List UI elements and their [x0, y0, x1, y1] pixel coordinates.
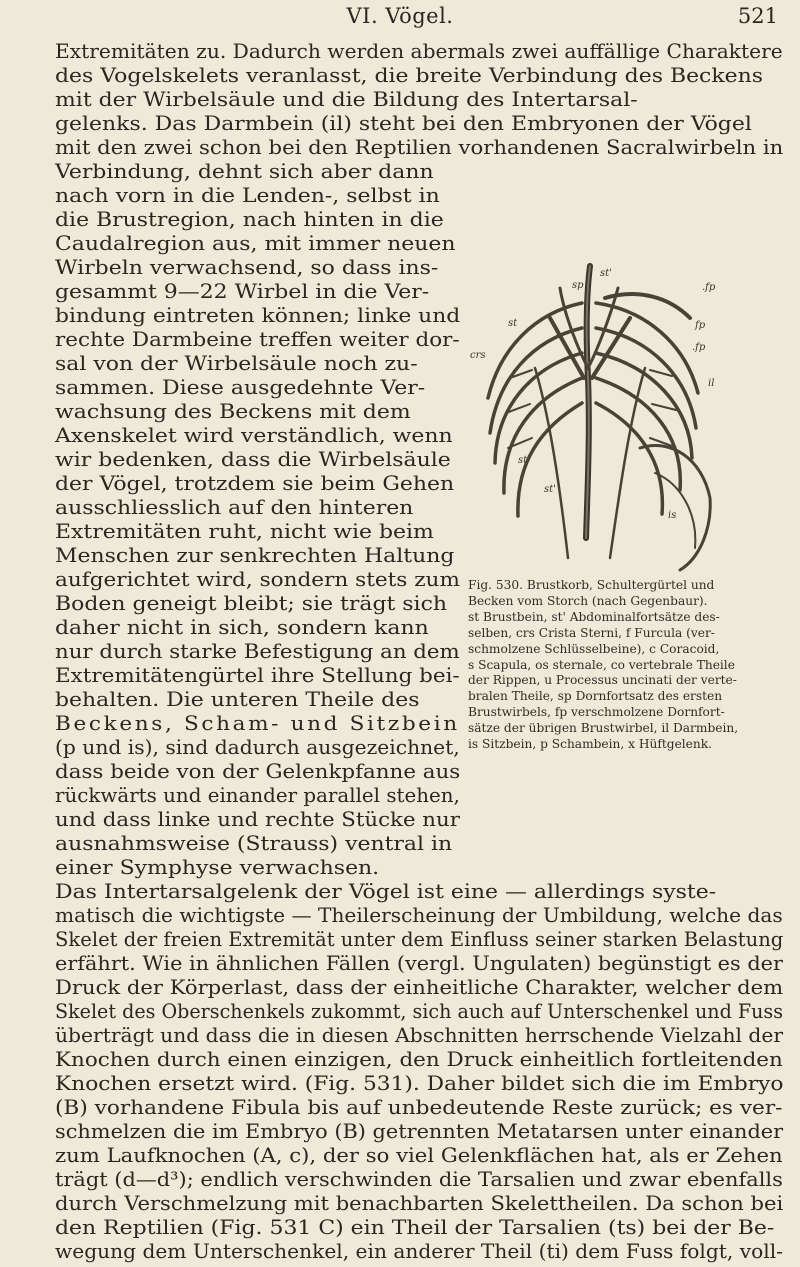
- text-line: Axenskelet wird verständlich, wenn: [55, 424, 453, 447]
- text-line: rückwärts und einander parallel stehen,: [55, 784, 460, 807]
- svg-text:fp: fp: [695, 320, 706, 331]
- svg-text:crs: crs: [470, 350, 486, 361]
- text-line: wir bedenken, dass die Wirbelsäule: [55, 448, 451, 471]
- text-line: sal von der Wirbelsäule noch zu-: [55, 352, 418, 375]
- caption-line: schmolzene Schlüsselbeine), c Coracoid,: [468, 641, 720, 656]
- text-line: wachsung des Beckens mit dem: [55, 400, 411, 423]
- svg-text:il: il: [708, 378, 715, 389]
- text-line: schmelzen die im Embryo (B) getrennten Metatarsen unter einander: [55, 1120, 784, 1143]
- text-line: erfährt. Wie in ähnlichen Fällen (vergl. Ungulaten) begünstigt es der: [55, 952, 783, 975]
- caption-line: bralen Theile, sp Dornfortsatz des ersten: [468, 689, 723, 704]
- figure-skeleton: [440, 258, 725, 573]
- text-line: Verbindung, dehnt sich aber dann: [55, 160, 434, 183]
- running-head: VI. Vögel.: [346, 4, 454, 28]
- text-line: des Vogelskelets veranlasst, die breite Verbindung des Beckens: [55, 64, 764, 87]
- text-line: Caudalregion aus, mit immer neuen: [55, 232, 456, 255]
- text-line: rechte Darmbeine treffen weiter dor-: [55, 328, 460, 351]
- text-line: Skelet des Oberschenkels zukommt, sich auch auf Unterschenkel und Fuss: [55, 1000, 784, 1023]
- caption-line: Brustwirbels, fp verschmolzene Dornfort-: [468, 705, 725, 720]
- text-line: dass beide von der Gelenkpfanne aus: [55, 760, 461, 783]
- page-header: [0, 4, 800, 34]
- text-line: Extremitätengürtel ihre Stellung bei-: [55, 664, 460, 687]
- text-line: trägt (d—d³); endlich verschwinden die Tarsalien und zwar ebenfalls: [55, 1168, 783, 1191]
- text-line: Knochen ersetzt wird. (Fig. 531). Daher bildet sich die im Embryo: [55, 1072, 784, 1095]
- text-line: Extremitäten zu. Dadurch werden abermals zwei auffällige Charaktere: [55, 40, 783, 63]
- text-line: zum Laufknochen (A, c), der so viel Gelenkflächen hat, als er Zehen: [55, 1144, 783, 1167]
- svg-text:st: st: [508, 318, 518, 329]
- caption-line: sätze der übrigen Brustwirbel, il Darmbein,: [468, 721, 739, 736]
- text-line: und dass linke und rechte Stücke nur: [55, 808, 460, 831]
- text-line: gelenks. Das Darmbein (il) steht bei den Embryonen der Vögel: [55, 112, 752, 135]
- text-line: (B) vorhandene Fibula bis auf unbedeutende Reste zurück; es ver-: [55, 1096, 783, 1119]
- caption-line: Fig. 530. Brustkorb, Schultergürtel und: [468, 578, 715, 592]
- svg-text:is: is: [668, 510, 677, 521]
- text-line: ausnahmsweise (Strauss) ventral in: [55, 832, 453, 855]
- caption-line: Becken vom Storch (nach Gegenbaur).: [468, 593, 708, 608]
- text-line: überträgt und dass die in diesen Abschnitten herrschende Vielzahl der: [55, 1024, 784, 1047]
- caption-line: s Scapula, os sternale, co vertebrale Theile: [468, 657, 735, 672]
- figure-illustration: [440, 258, 725, 573]
- page-number: 521: [737, 4, 778, 28]
- text-line: sammen. Diese ausgedehnte Ver-: [55, 376, 426, 399]
- text-line: einer Symphyse verwachsen.: [55, 856, 380, 879]
- caption-line: selben, crs Crista Sterni, f Furcula (ver-: [468, 625, 715, 640]
- text-line: durch Verschmelzung mit benachbarten Skelettheilen. Da schon bei: [55, 1192, 784, 1215]
- text-line: matisch die wichtigste — Theilerscheinung der Umbildung, welche das: [55, 904, 783, 927]
- figure-caption: [468, 578, 748, 753]
- text-line: der Vögel, trotzdem sie beim Gehen: [55, 472, 455, 495]
- svg-text:.fp: .fp: [702, 282, 716, 293]
- text-line: Wirbeln verwachsend, so dass ins-: [55, 256, 439, 279]
- text-line: Beckens, Scham- und Sitzbein: [55, 712, 460, 735]
- text-line: mit den zwei schon bei den Reptilien vorhandenen Sacralwirbeln in: [55, 136, 784, 159]
- text-line: nach vorn in die Lenden-, selbst in: [55, 184, 440, 207]
- text-line: Boden geneigt bleibt; sie trägt sich: [55, 592, 447, 615]
- text-line: (p und is), sind dadurch ausgezeichnet,: [55, 736, 460, 759]
- text-line: den Reptilien (Fig. 531 C) ein Theil der Tarsalien (ts) bei der Be-: [55, 1216, 775, 1239]
- text-line: mit der Wirbelsäule und die Bildung des Intertarsal-: [55, 88, 638, 111]
- text-line: Das Intertarsalgelenk der Vögel ist eine — allerdings syste-: [55, 880, 717, 903]
- text-line: die Brustregion, nach hinten in die: [55, 208, 444, 231]
- svg-text:st': st': [600, 268, 612, 279]
- text-line: bindung eintreten können; linke und: [55, 304, 461, 327]
- text-line: wegung dem Unterschenkel, ein anderer Theil (ti) dem Fuss folgt, voll-: [55, 1240, 784, 1263]
- svg-text:sp: sp: [572, 280, 584, 291]
- svg-text:.fp: .fp: [692, 342, 706, 353]
- svg-text:st: st: [518, 455, 528, 466]
- text-line: gesammt 9—22 Wirbel in die Ver-: [55, 280, 430, 303]
- caption-line: st Brustbein, st' Abdominalfortsätze des-: [468, 609, 720, 624]
- caption-line: is Sitzbein, p Schambein, x Hüftgelenk.: [468, 737, 712, 752]
- caption-line: der Rippen, u Processus uncinati der verte-: [468, 673, 737, 688]
- text-line: nur durch starke Befestigung an dem: [55, 640, 460, 663]
- text-line: aufgerichtet wird, sondern stets zum: [55, 568, 460, 591]
- svg-text:st': st': [544, 484, 556, 495]
- text-line: Druck der Körperlast, dass der einheitliche Charakter, welcher dem: [55, 976, 784, 999]
- text-line: Menschen zur senkrechten Haltung: [55, 544, 455, 567]
- text-line: daher nicht in sich, sondern kann: [55, 616, 429, 639]
- text-line: Skelet der freien Extremität unter dem Einfluss seiner starken Belastung: [55, 928, 784, 951]
- text-line: behalten. Die unteren Theile des: [55, 688, 420, 711]
- text-line: ausschliesslich auf den hinteren: [55, 496, 414, 519]
- text-line: Extremitäten ruht, nicht wie beim: [55, 520, 434, 543]
- text-line: Knochen durch einen einzigen, den Druck einheitlich fortleitenden: [55, 1048, 783, 1071]
